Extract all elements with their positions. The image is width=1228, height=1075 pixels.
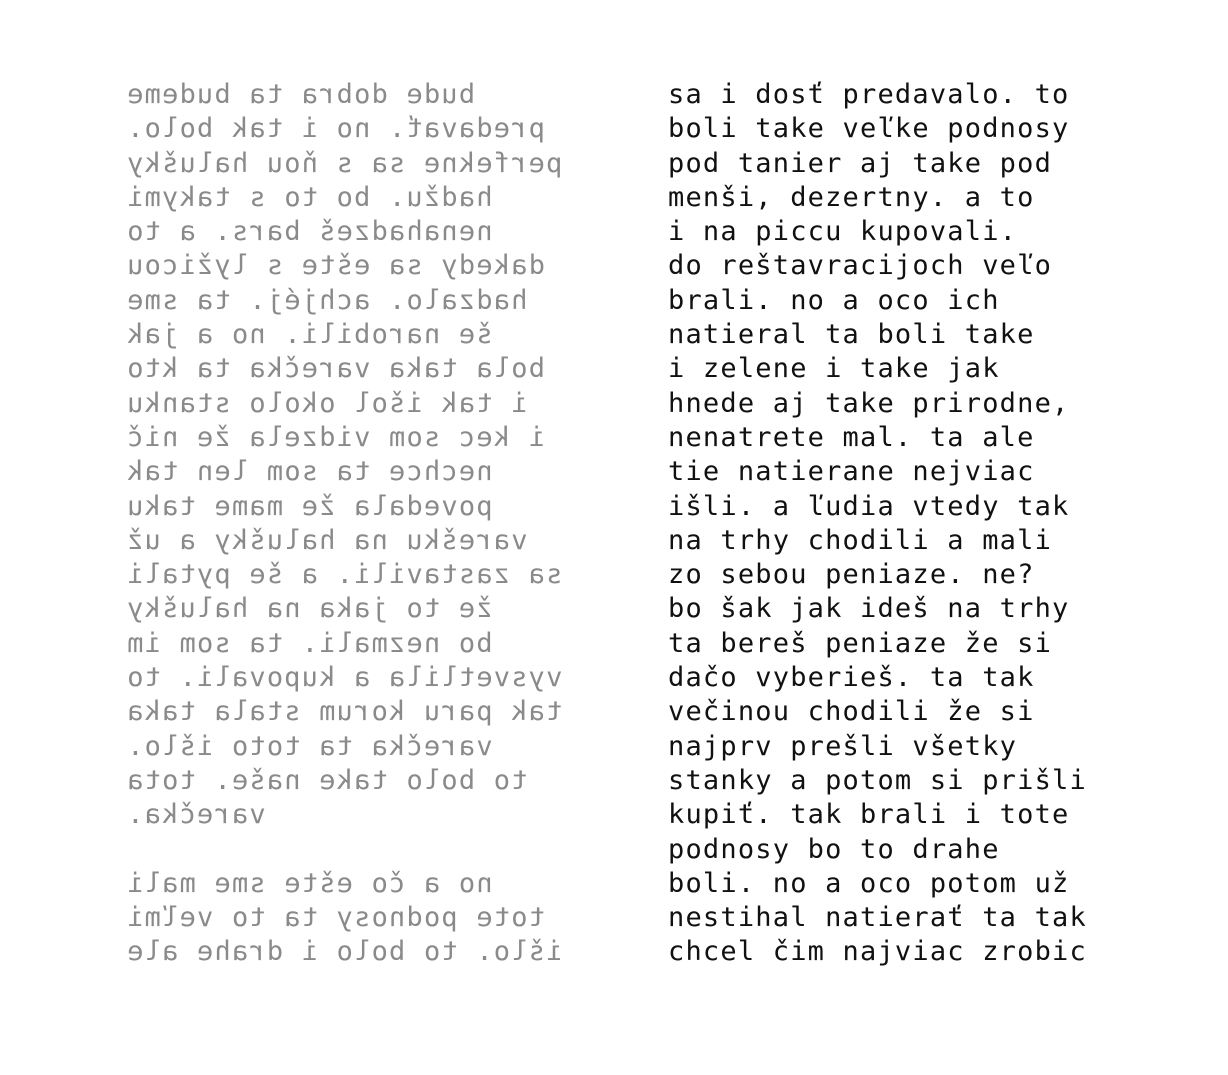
text-line: menši, dezertny. a to xyxy=(668,181,1035,213)
text-line: bude dobra ta budeme xyxy=(125,79,475,110)
text-line: ta bereš peniaze že si xyxy=(668,627,1053,659)
text-column xyxy=(668,78,1087,970)
text-line: varečka ta toto išlo. xyxy=(125,730,493,762)
text-line: i zelene i take jak xyxy=(668,353,1000,385)
text-line: to bolo take naše. tota xyxy=(125,764,528,796)
text-line: stanky a potom si prišli xyxy=(668,764,1087,796)
text-line: varečka. xyxy=(125,799,266,831)
text-line: nenatrete mal. ta ale xyxy=(668,421,1035,453)
text-line: boli take veľke podnosy xyxy=(668,113,1070,145)
text-line: vysvetlila a kupovali. to xyxy=(125,662,562,694)
text-line: najprv prešli všetky xyxy=(668,730,1018,762)
text-line: sa i dosť predavalo. to xyxy=(668,79,1070,110)
text-line: varešku na halušky a už xyxy=(125,524,528,556)
text-line: sa zastavili. a še pytali xyxy=(125,559,562,591)
text-line: na trhy chodili a mali xyxy=(668,524,1053,556)
text-line: dakedy sa ešte s lyžicou xyxy=(125,250,545,282)
text-line: perfekne sa s ňou halušky xyxy=(125,147,562,179)
text-line: hnede aj take prirodne, xyxy=(668,387,1070,419)
text-line: išli. a ľudia vtedy tak xyxy=(668,490,1070,522)
text-line: tie natierane nejviac xyxy=(668,456,1035,488)
text-line: dačo vyberieš. ta tak xyxy=(668,662,1035,694)
text-line: nechce ta som len tak xyxy=(125,456,493,488)
text-line: nenahadzeš bars. a to xyxy=(125,216,493,248)
text-line: še narobili. no a jak xyxy=(125,319,493,351)
text-line: bo šak jak ideš na trhy xyxy=(668,593,1070,625)
text-line: zo sebou peniaze. ne? xyxy=(668,559,1035,591)
text-line: i kec som vidzela že nič xyxy=(125,421,545,453)
text-line: bola taka varečka ta kto xyxy=(125,353,545,385)
text-line: pod tanier aj take pod xyxy=(668,147,1053,179)
text-line: večinou chodili že si xyxy=(668,696,1035,728)
text-line: že to jaka na halušky xyxy=(125,593,493,625)
text-line: nestihal natierať ta tak xyxy=(668,902,1087,934)
mirrored-text-column xyxy=(126,78,562,970)
text-line: išlo. to bolo i drahe ale xyxy=(125,936,562,968)
text-line: predavať. no i tak bolo. xyxy=(125,113,545,145)
text-line: podnosy bo to drahe xyxy=(668,833,1000,865)
text-line: povedala že mame taku xyxy=(125,490,493,522)
text-line: bo nezmali. ta som im xyxy=(125,627,493,659)
text-line: chcel čim najviac zrobic xyxy=(668,936,1087,968)
text-line: i na piccu kupovali. xyxy=(668,216,1018,248)
text-line: tak paru korum stala taka xyxy=(125,696,562,728)
text-line: i tak išol okolo stanku xyxy=(125,387,528,419)
text-line: natieral ta boli take xyxy=(668,319,1035,351)
text-line: no a čo ešte sme mali xyxy=(125,867,493,899)
text-line: hadzalo. achjéj. ta sme xyxy=(125,284,528,316)
text-line: hadžu. bo to s takymi xyxy=(125,181,493,213)
text-line xyxy=(126,833,562,867)
text-line: brali. no a oco ich xyxy=(668,284,1000,316)
text-line: kupiť. tak brali i tote xyxy=(668,799,1070,831)
text-line: boli. no a oco potom už xyxy=(668,867,1070,899)
text-line: do reštavracijoch veľo xyxy=(668,250,1053,282)
text-line: tote podnosy ta to veľmi xyxy=(125,902,545,934)
